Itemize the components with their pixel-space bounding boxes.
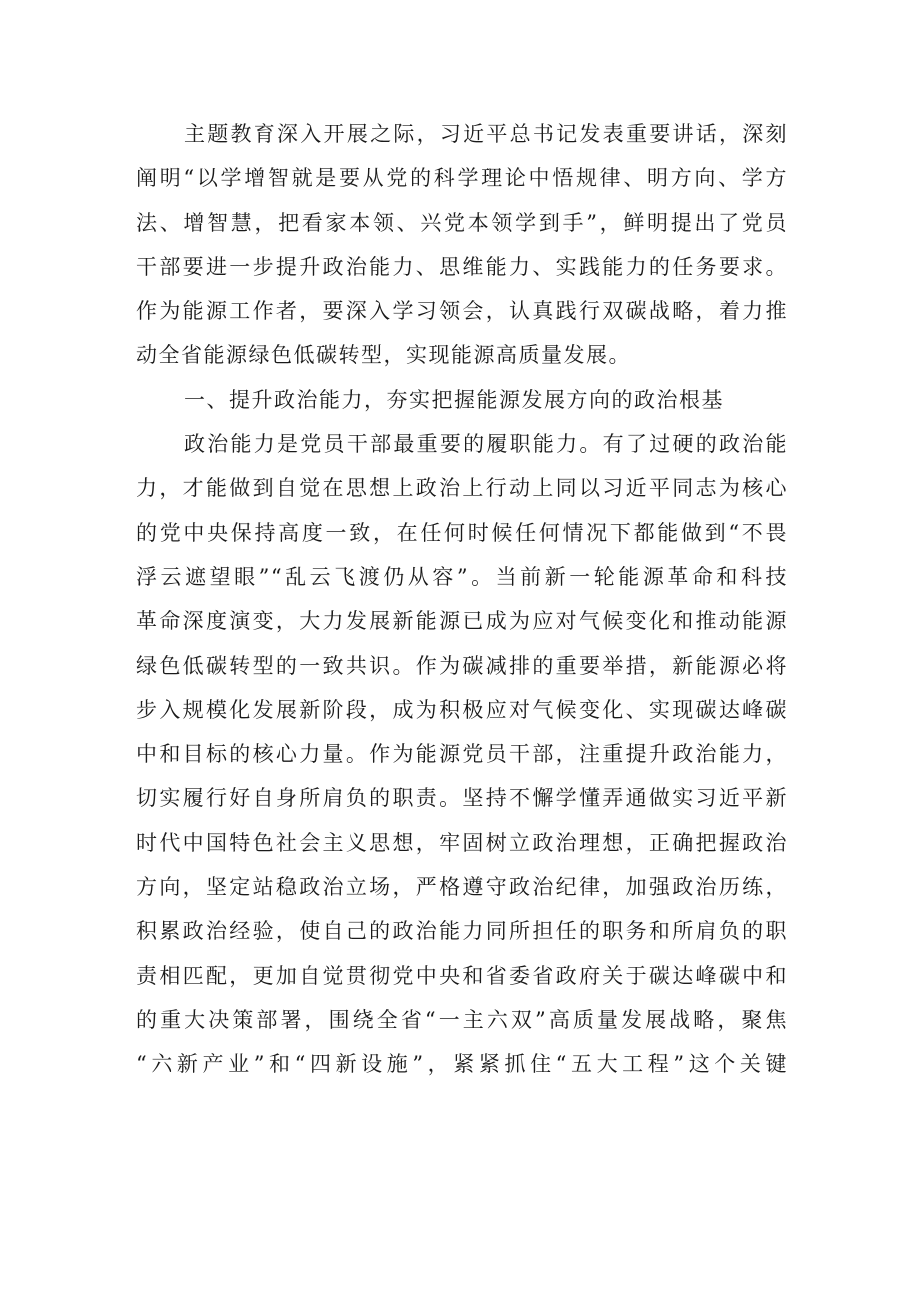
paragraph-body-line-12: 积累政治经验，使自己的政治能力同所担任的职务和所肩负的职	[136, 919, 788, 944]
paragraph-body-line-14: 的重大决策部署，围绕全省“一主六双”高质量发展战略，聚焦	[136, 1007, 788, 1032]
paragraph-body-line-6: 绿色低碳转型的一致共识。作为碳减排的重要举措，新能源必将	[136, 653, 788, 678]
paragraph-body-line-15: “六新产业”和“四新设施”，紧紧抓住“五大工程”这个关键	[136, 1052, 788, 1077]
paragraph-intro-line-6: 动全省能源绿色低碳转型，实现能源高质量发展。	[136, 343, 631, 368]
section-heading-1: 一、提升政治能力，夯实把握能源发展方向的政治根基	[184, 387, 724, 412]
paragraph-body-line-7: 步入规模化发展新阶段，成为积极应对气候变化、实现碳达峰碳	[136, 697, 788, 722]
paragraph-body-line-4: 浮云遮望眼”“乱云飞渡仍从容”。当前新一轮能源革命和科技	[136, 564, 788, 589]
paragraph-body-line-2: 力，才能做到自觉在思想上政治上行动上同以习近平同志为核心	[136, 476, 788, 501]
paragraph-intro-line-1: 主题教育深入开展之际，习近平总书记发表重要讲话，深刻	[184, 122, 788, 146]
paragraph-body-line-13: 责相匹配，更加自觉贯彻党中央和省委省政府关于碳达峰碳中和	[136, 963, 788, 988]
paragraph-body-line-8: 中和目标的核心力量。作为能源党员干部，注重提升政治能力，	[136, 742, 788, 767]
document-body	[136, 112, 788, 1087]
paragraph-body-line-10: 时代中国特色社会主义思想，牢固树立政治理想，正确把握政治	[136, 830, 788, 855]
paragraph-body-line-11: 方向，坚定站稳政治立场，严格遵守政治纪律，加强政治历练，	[136, 875, 788, 900]
paragraph-body-line-9: 切实履行好自身所肩负的职责。坚持不懈学懂弄通做实习近平新	[136, 786, 788, 811]
paragraph-body-line-5: 革命深度演变，大力发展新能源已成为应对气候变化和推动能源	[136, 609, 788, 634]
paragraph-intro-line-4: 干部要进一步提升政治能力、思维能力、实践能力的任务要求。	[136, 254, 788, 279]
paragraph-intro-line-5: 作为能源工作者，要深入学习领会，认真践行双碳战略，着力推	[136, 299, 788, 324]
paragraph-intro-line-2: 阐明“以学增智就是要从党的科学理论中悟规律、明方向、学方	[136, 166, 788, 191]
paragraph-body-line-3: 的党中央保持高度一致，在任何时候任何情况下都能做到“不畏	[136, 520, 788, 545]
paragraph-intro-line-3: 法、增智慧，把看家本领、兴党本领学到手”，鲜明提出了党员	[136, 210, 788, 235]
paragraph-body-line-1: 政治能力是党员干部最重要的履职能力。有了过硬的政治能	[184, 432, 788, 457]
